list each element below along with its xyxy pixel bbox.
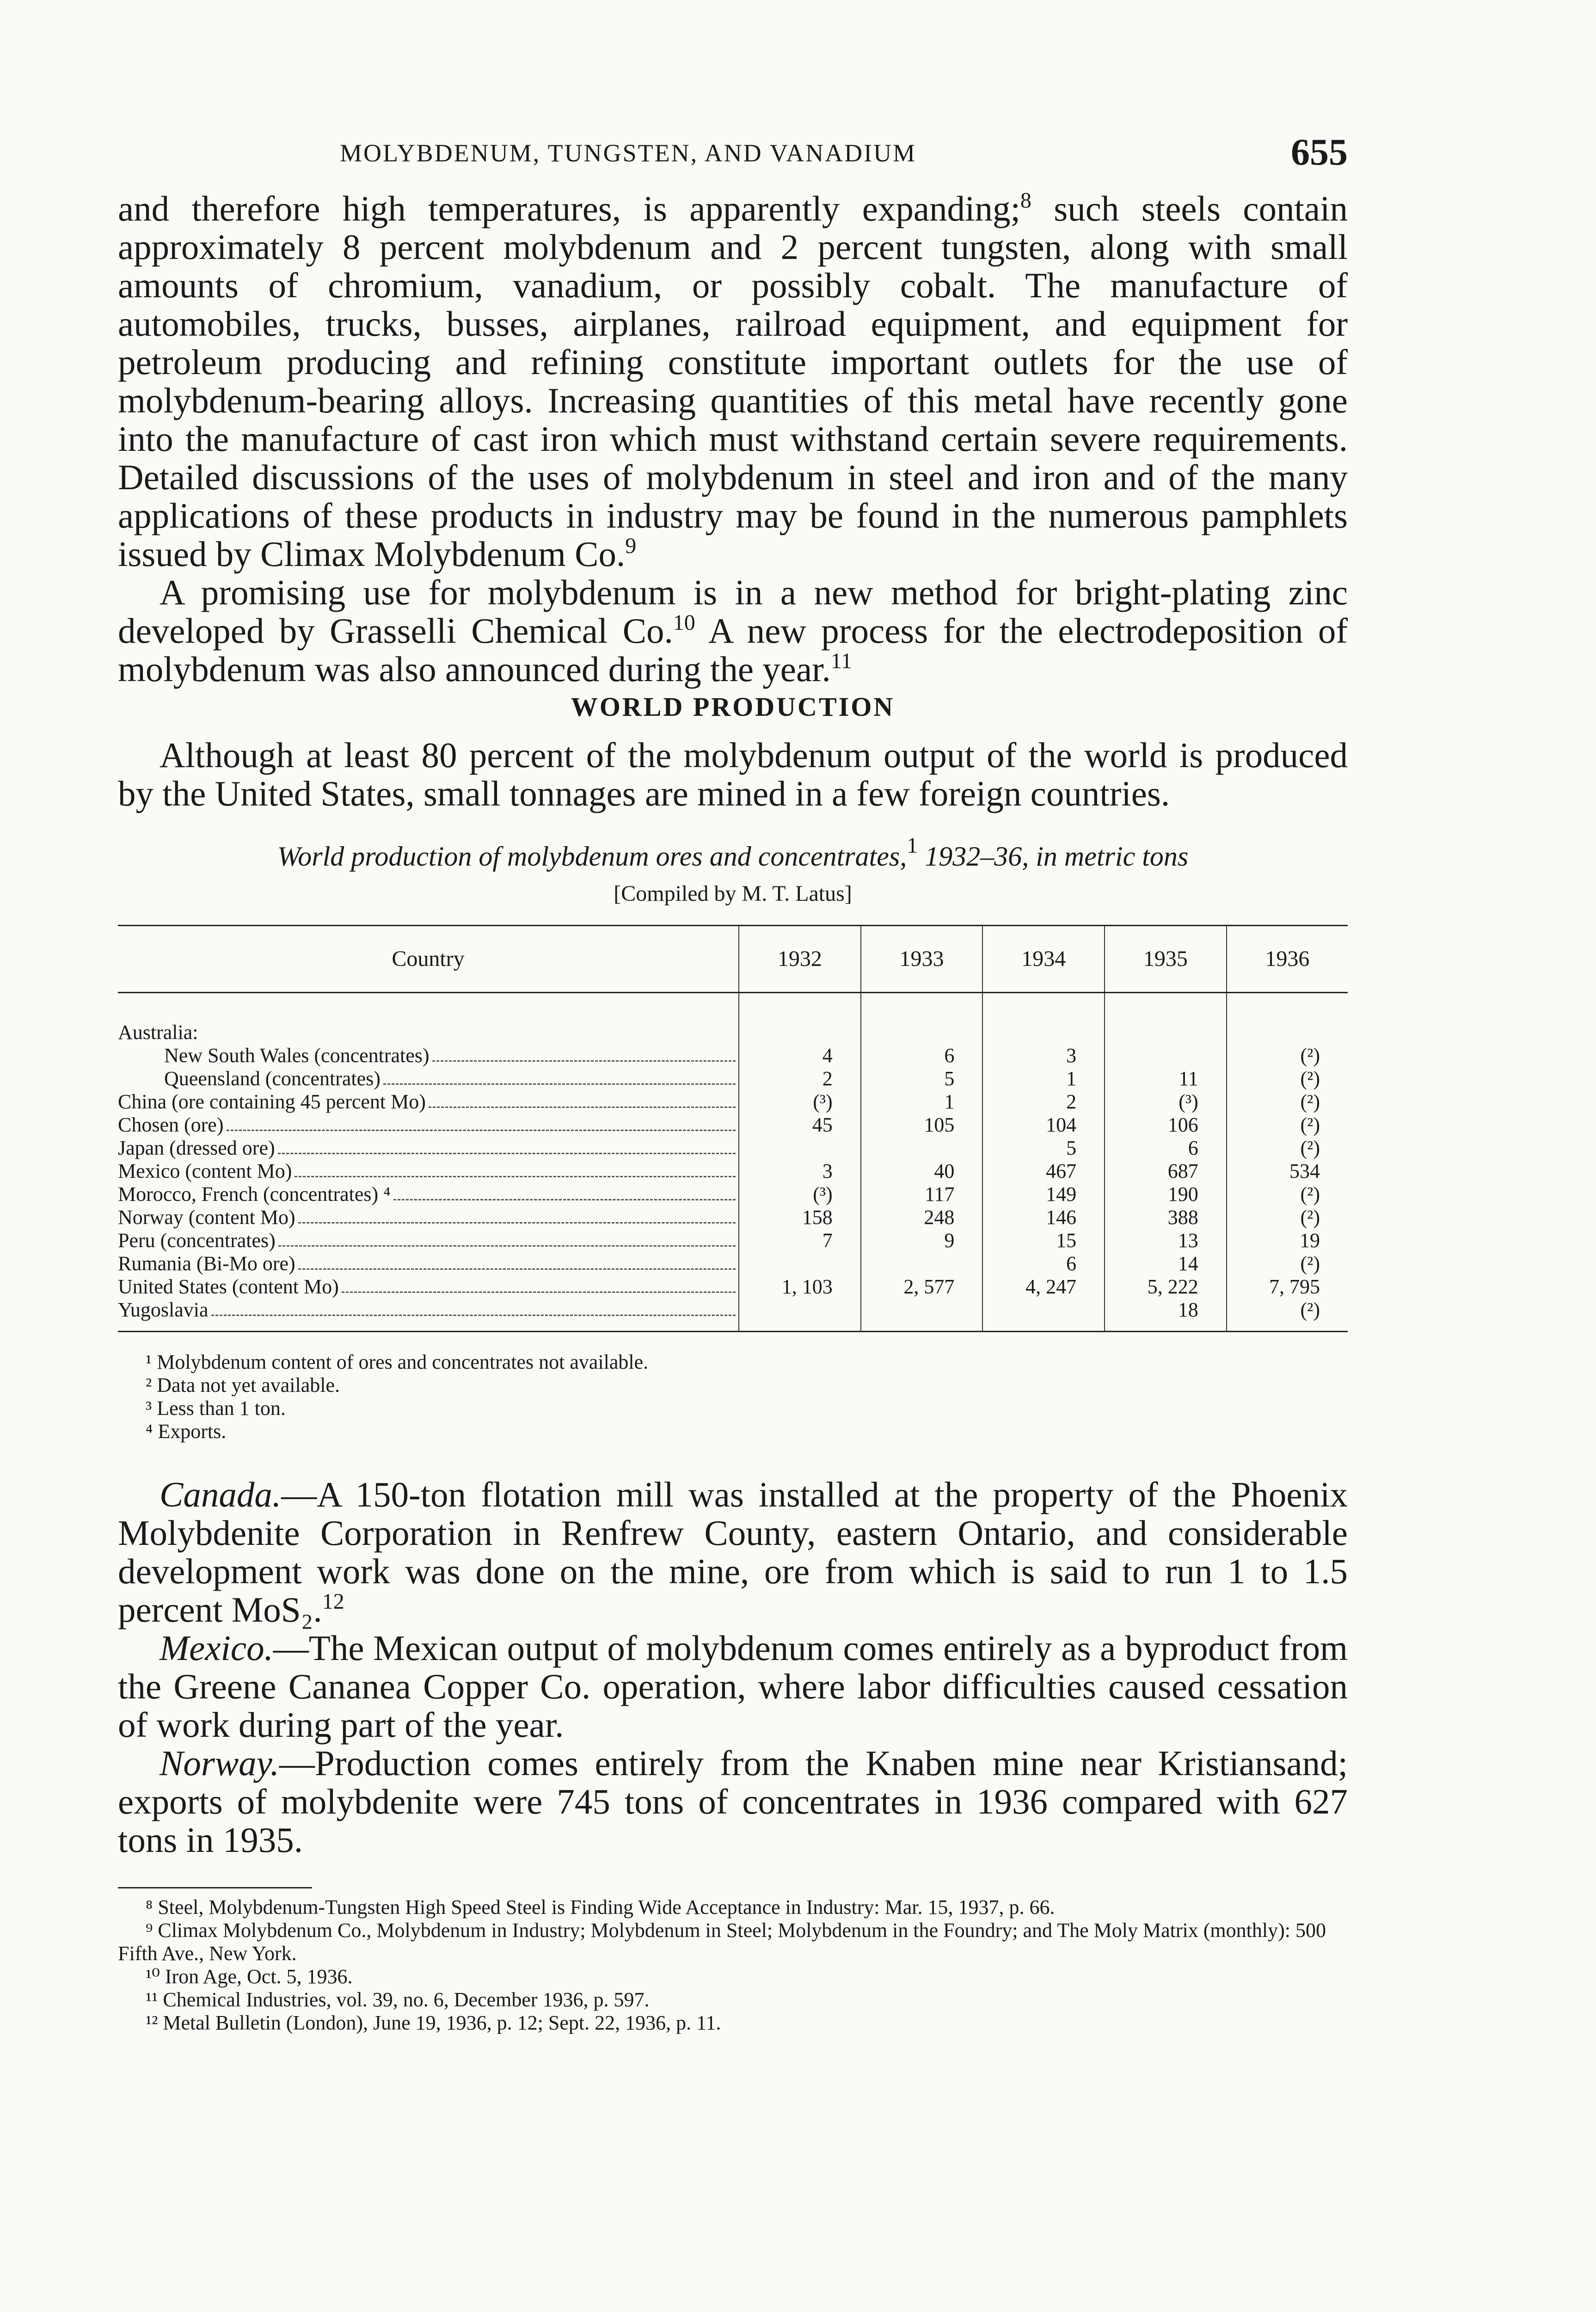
table-row xyxy=(118,1298,1348,1332)
value-cell-1934: 146 xyxy=(982,1206,1105,1229)
value-cell-1933: 2, 577 xyxy=(861,1275,983,1298)
value-cell-1936: (²) xyxy=(1227,1137,1348,1160)
value-cell-1934 xyxy=(982,1298,1105,1332)
leader-dots xyxy=(429,1090,736,1108)
value-cell-1936: (²) xyxy=(1227,1206,1348,1229)
value-cell-1932: 1, 103 xyxy=(739,1275,861,1298)
table-header-row xyxy=(118,926,1348,993)
value-cell-1936: 19 xyxy=(1227,1229,1348,1252)
leader-dots xyxy=(278,1229,736,1247)
paragraph-plating-text-b: A new process for the electrodeposition of molybdenum was also announced during the year. xyxy=(118,611,1348,689)
value-cell-1935: 5, 222 xyxy=(1105,1275,1227,1298)
country-name: Mexico (content Mo) xyxy=(118,1160,292,1182)
table-subcaption: [Compiled by M. T. Latus] xyxy=(614,881,852,906)
leader-dots xyxy=(342,1275,736,1293)
value-cell-1936: (²) xyxy=(1227,1183,1348,1206)
value-cell-1933 xyxy=(861,1137,983,1160)
page-header xyxy=(118,120,1348,190)
paragraph-world: Although at least 80 percent of the molybdenum output of the world is produced by the United States, small tonnages are mined in a few foreign countries. xyxy=(118,735,1348,813)
paragraph-uses xyxy=(118,190,1348,573)
footnote-ref-12: 12 xyxy=(322,1589,344,1614)
country-cell xyxy=(118,1206,739,1229)
value-cell-1935: 190 xyxy=(1105,1183,1227,1206)
table-note: ¹ Molybdenum content of ores and concentrates not available. xyxy=(146,1351,649,1373)
footnote-8: ⁸ Steel, Molybdenum-Tungsten High Speed Steel is Finding Wide Acceptance in Industry: Mar. 15, 1937, p. 66. xyxy=(146,1896,1055,1918)
footnote-ref-8: 8 xyxy=(1020,188,1031,213)
leader-dots xyxy=(211,1298,736,1316)
value-cell-1935: 13 xyxy=(1105,1229,1227,1252)
value-cell-1936: (²) xyxy=(1227,1067,1348,1090)
leader-dots xyxy=(295,1160,736,1177)
value-cell-1932: (³) xyxy=(739,1090,861,1113)
value-cell-1935 xyxy=(1105,1044,1227,1067)
value-cell-1934: 5 xyxy=(982,1137,1105,1160)
country-cell xyxy=(118,1160,739,1183)
value-cell-1933: 105 xyxy=(861,1113,983,1137)
paragraph-plating-text-a: A promising use for molybdenum is in a new method for bright-plating zinc developed by Grasselli Chemical Co. xyxy=(118,572,1348,651)
header-1935: 1935 xyxy=(1105,926,1227,993)
value-cell-1936: (²) xyxy=(1227,1252,1348,1275)
section-heading: WORLD PRODUCTION xyxy=(571,692,895,722)
value-cell-1932: (³) xyxy=(739,1183,861,1206)
table-row xyxy=(118,1206,1348,1229)
value-cell-1934: 104 xyxy=(982,1113,1105,1137)
header-1932: 1932 xyxy=(739,926,861,993)
production-table xyxy=(118,925,1348,1332)
country-name: Queensland (concentrates) xyxy=(164,1067,381,1090)
value-cell-1936: (²) xyxy=(1227,1044,1348,1067)
value-cell-1933 xyxy=(861,1252,983,1275)
norway-label: Norway. xyxy=(160,1743,279,1783)
paragraph-norway xyxy=(118,1744,1348,1859)
country-name: Chosen (ore) xyxy=(118,1113,224,1136)
value-cell-1933: 117 xyxy=(861,1183,983,1206)
country-name: United States (content Mo) xyxy=(118,1275,339,1298)
value-cell-1935: 18 xyxy=(1105,1298,1227,1332)
mexico-text: —The Mexican output of molybdenum comes entirely as a byproduct from the Greene Cananea Copper Co. operation, where labor difficulties caused cessation of work during part of the year. xyxy=(118,1628,1348,1745)
country-cell xyxy=(118,1113,739,1137)
country-cell xyxy=(118,1252,739,1275)
value-cell-1932 xyxy=(739,1252,861,1275)
value-cell-1934: 467 xyxy=(982,1160,1105,1183)
leader-dots xyxy=(393,1183,736,1200)
country-cell xyxy=(118,1067,739,1090)
table-caption xyxy=(118,833,1348,873)
value-cell-1936: (²) xyxy=(1227,1113,1348,1137)
header-country: Country xyxy=(118,926,739,993)
value-cell-1935: 687 xyxy=(1105,1160,1227,1183)
value-cell-1932 xyxy=(739,1298,861,1332)
value-cell-1932: 4 xyxy=(739,1044,861,1067)
table-caption-sup: 1 xyxy=(907,833,918,858)
table-row xyxy=(118,1252,1348,1275)
footnote-10: ¹⁰ Iron Age, Oct. 5, 1936. xyxy=(146,1965,353,1988)
footnote-11: ¹¹ Chemical Industries, vol. 39, no. 6, December 1936, p. 597. xyxy=(146,1988,650,2011)
value-cell-1933 xyxy=(861,1298,983,1332)
table-caption-text-a: World production of molybdenum ores and concentrates, xyxy=(277,841,907,872)
header-1934: 1934 xyxy=(982,926,1105,993)
table-body xyxy=(118,993,1348,1332)
value-cell-1934: 15 xyxy=(982,1229,1105,1252)
page xyxy=(118,120,1348,2035)
group-label-australia: Australia: xyxy=(118,1021,198,1044)
table-row xyxy=(118,1183,1348,1206)
country-cell xyxy=(118,1275,739,1298)
value-cell-1934: 6 xyxy=(982,1252,1105,1275)
value-cell-1932: 158 xyxy=(739,1206,861,1229)
table-row xyxy=(118,1113,1348,1137)
footnotes xyxy=(118,1887,1348,2035)
norway-text: —Production comes entirely from the Knaben mine near Kristiansand; exports of molybdenite were 745 tons of concentrates in 1936 compared with 627 tons in 1935. xyxy=(118,1743,1348,1860)
country-cell xyxy=(118,1044,739,1067)
value-cell-1933: 40 xyxy=(861,1160,983,1183)
country-name: New South Wales (concentrates) xyxy=(164,1044,430,1067)
paragraph-canada xyxy=(118,1476,1348,1629)
leader-dots xyxy=(298,1206,736,1224)
leader-dots xyxy=(432,1044,736,1062)
table-row xyxy=(118,1137,1348,1160)
value-cell-1932: 2 xyxy=(739,1067,861,1090)
paragraph-uses-text-b: such steels contain approximately 8 percent molybdenum and 2 percent tungsten, along with small amounts of chromium, vanadium, or possibly cobalt. The manufacture of automobiles, trucks, busses, airplanes, railroad equipment, and equipment for petroleum producing and refining constitute important outlets for the use of molybdenum-bearing alloys. Increasing quantities of this metal have recently gone into the manufacture of cast iron which must withstand certain severe requirements. Detailed discussions of the uses of molybdenum in steel and iron and of the many applications of these products in industry may be found in the numerous pamphlets issued by Climax Molybdenum Co. xyxy=(118,189,1348,574)
canada-text: —A 150-ton flotation mill was installed at the property of the Phoenix Molybdenite Corporation in Renfrew County, eastern Ontario, and considerable development work was done on the mine, ore from which is said to run 1 to 1.5 percent MoS₂. xyxy=(118,1475,1348,1629)
table-row xyxy=(118,1275,1348,1298)
paragraph-uses-text-a: and therefore high temperatures, is apparently expanding; xyxy=(118,189,1020,228)
value-cell-1934: 149 xyxy=(982,1183,1105,1206)
country-cell xyxy=(118,1229,739,1252)
page-number: 655 xyxy=(1291,131,1348,173)
country-cell xyxy=(118,1137,739,1160)
country-cell xyxy=(118,1298,739,1332)
country-name: Norway (content Mo) xyxy=(118,1206,295,1229)
footnote-rule xyxy=(118,1887,312,1888)
value-cell-1935: 106 xyxy=(1105,1113,1227,1137)
paragraph-plating xyxy=(118,573,1348,689)
value-cell-1933: 1 xyxy=(861,1090,983,1113)
table-group-row xyxy=(118,1021,1348,1044)
canada-label: Canada. xyxy=(160,1475,282,1514)
table-notes xyxy=(118,1351,1348,1443)
value-cell-1934: 2 xyxy=(982,1090,1105,1113)
value-cell-1934: 4, 247 xyxy=(982,1275,1105,1298)
value-cell-1936: 7, 795 xyxy=(1227,1275,1348,1298)
header-1933: 1933 xyxy=(861,926,983,993)
table-caption-text-b: 1932–36, in metric tons xyxy=(918,841,1189,872)
leader-dots xyxy=(298,1252,736,1270)
table-row xyxy=(118,1160,1348,1183)
value-cell-1933: 9 xyxy=(861,1229,983,1252)
value-cell-1935: 11 xyxy=(1105,1067,1227,1090)
table-note: ³ Less than 1 ton. xyxy=(146,1397,286,1420)
country-cell xyxy=(118,1090,739,1113)
value-cell-1933: 5 xyxy=(861,1067,983,1090)
value-cell-1935: 14 xyxy=(1105,1252,1227,1275)
leader-dots xyxy=(383,1067,736,1085)
table-row xyxy=(118,1067,1348,1090)
country-name: Morocco, French (concentrates) ⁴ xyxy=(118,1183,391,1205)
country-name: Rumania (Bi-Mo ore) xyxy=(118,1252,295,1275)
value-cell-1932: 7 xyxy=(739,1229,861,1252)
value-cell-1933: 6 xyxy=(861,1044,983,1067)
value-cell-1935: (³) xyxy=(1105,1090,1227,1113)
table-spacer-row xyxy=(118,993,1348,1021)
table-row xyxy=(118,1229,1348,1252)
table-row xyxy=(118,1090,1348,1113)
mexico-label: Mexico. xyxy=(160,1628,273,1668)
footnote-ref-10: 10 xyxy=(673,610,695,635)
value-cell-1934: 1 xyxy=(982,1067,1105,1090)
value-cell-1932: 3 xyxy=(739,1160,861,1183)
running-title: MOLYBDENUM, TUNGSTEN, AND VANADIUM xyxy=(340,139,917,167)
table-row xyxy=(118,1044,1348,1067)
table-note: ² Data not yet available. xyxy=(146,1374,340,1396)
value-cell-1936: (²) xyxy=(1227,1298,1348,1332)
footnote-9: ⁹ Climax Molybdenum Co., Molybdenum in Industry; Molybdenum in Steel; Molybdenum in the Foundry; and The Moly Matrix (monthly): 500 Fifth Ave., New York. xyxy=(118,1919,1326,1965)
country-name: Peru (concentrates) xyxy=(118,1229,276,1252)
value-cell-1934: 3 xyxy=(982,1044,1105,1067)
table-note: ⁴ Exports. xyxy=(146,1420,227,1443)
country-name: Japan (dressed ore) xyxy=(118,1137,275,1159)
leader-dots xyxy=(227,1113,736,1131)
value-cell-1936: (²) xyxy=(1227,1090,1348,1113)
country-name: China (ore containing 45 percent Mo) xyxy=(118,1090,426,1113)
value-cell-1936: 534 xyxy=(1227,1160,1348,1183)
value-cell-1935: 6 xyxy=(1105,1137,1227,1160)
paragraph-mexico xyxy=(118,1629,1348,1744)
value-cell-1932 xyxy=(739,1137,861,1160)
value-cell-1933: 248 xyxy=(861,1206,983,1229)
value-cell-1935: 388 xyxy=(1105,1206,1227,1229)
leader-dots xyxy=(278,1137,736,1154)
header-1936: 1936 xyxy=(1227,926,1348,993)
footnote-ref-11: 11 xyxy=(830,649,852,673)
value-cell-1932: 45 xyxy=(739,1113,861,1137)
country-cell xyxy=(118,1183,739,1206)
country-name: Yugoslavia xyxy=(118,1298,209,1321)
footnote-12: ¹² Metal Bulletin (London), June 19, 1936, p. 12; Sept. 22, 1936, p. 11. xyxy=(146,2011,721,2034)
footnote-ref-9: 9 xyxy=(625,534,637,558)
